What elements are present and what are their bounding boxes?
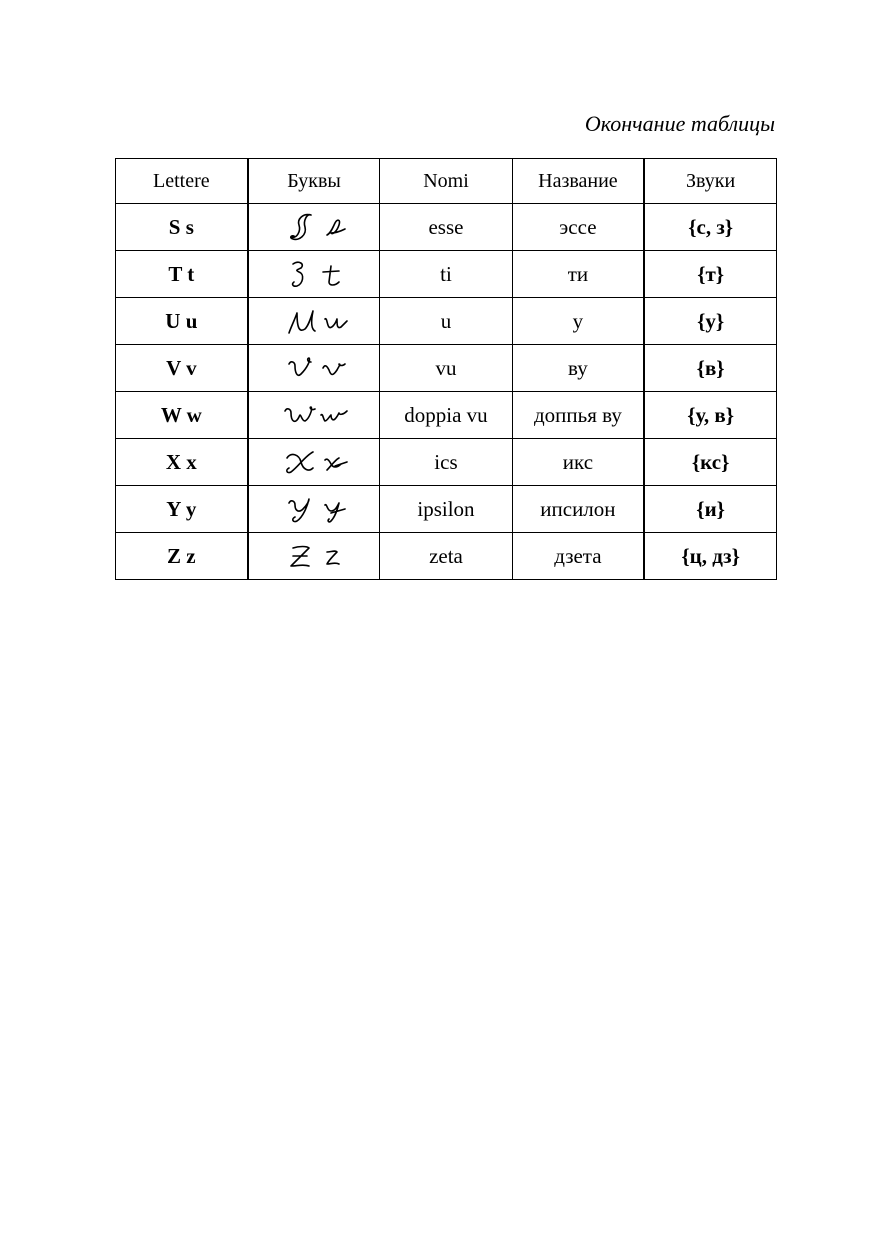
header-nomi: Nomi [380,159,512,204]
handwritten-z-icon [248,533,380,580]
handwritten-t-icon [248,251,380,298]
table-header-row [116,159,777,204]
zvuki-cell: {у, в} [644,392,776,439]
header-nazvanie: Название [512,159,644,204]
table-row [116,533,777,580]
letter-cell: V v [116,345,248,392]
letter-cell: W w [116,392,248,439]
letter-cell: T t [116,251,248,298]
table-continuation-caption: Окончание таблицы [584,111,775,136]
table-row [116,251,777,298]
letter-cell: Z z [116,533,248,580]
table-row [116,345,777,392]
zvuki-cell: {с, з} [644,204,776,251]
nazvanie-cell: эссе [512,204,644,251]
zvuki-cell: {и} [644,486,776,533]
table-row [116,204,777,251]
table-row [116,439,777,486]
header-zvuki: Звуки [644,159,776,204]
nazvanie-cell: у [512,298,644,345]
nazvanie-cell: икс [512,439,644,486]
handwritten-x-icon [248,439,380,486]
table-row [116,392,777,439]
nome-cell: doppia vu [380,392,512,439]
nome-cell: ics [380,439,512,486]
nome-cell: vu [380,345,512,392]
alphabet-table [115,158,777,580]
nome-cell: esse [380,204,512,251]
nazvanie-cell: дзета [512,533,644,580]
nazvanie-cell: доппья ву [512,392,644,439]
header-lettere: Lettere [116,159,248,204]
letter-cell: Y y [116,486,248,533]
nome-cell: zeta [380,533,512,580]
zvuki-cell: {у} [644,298,776,345]
zvuki-cell: {в} [644,345,776,392]
letter-cell: U u [116,298,248,345]
handwritten-u-icon [248,298,380,345]
nome-cell: ti [380,251,512,298]
nazvanie-cell: ипсилон [512,486,644,533]
nome-cell: u [380,298,512,345]
table-row [116,298,777,345]
nome-cell: ipsilon [380,486,512,533]
table-row [116,486,777,533]
handwritten-y-icon [248,486,380,533]
letter-cell: X x [116,439,248,486]
nazvanie-cell: ти [512,251,644,298]
letter-cell: S s [116,204,248,251]
nazvanie-cell: ву [512,345,644,392]
header-bukvy: Буквы [248,159,380,204]
handwritten-v-icon [248,345,380,392]
zvuki-cell: {кс} [644,439,776,486]
zvuki-cell: {т} [644,251,776,298]
zvuki-cell: {ц, дз} [644,533,776,580]
handwritten-w-icon [248,392,380,439]
handwritten-s-icon [248,204,380,251]
